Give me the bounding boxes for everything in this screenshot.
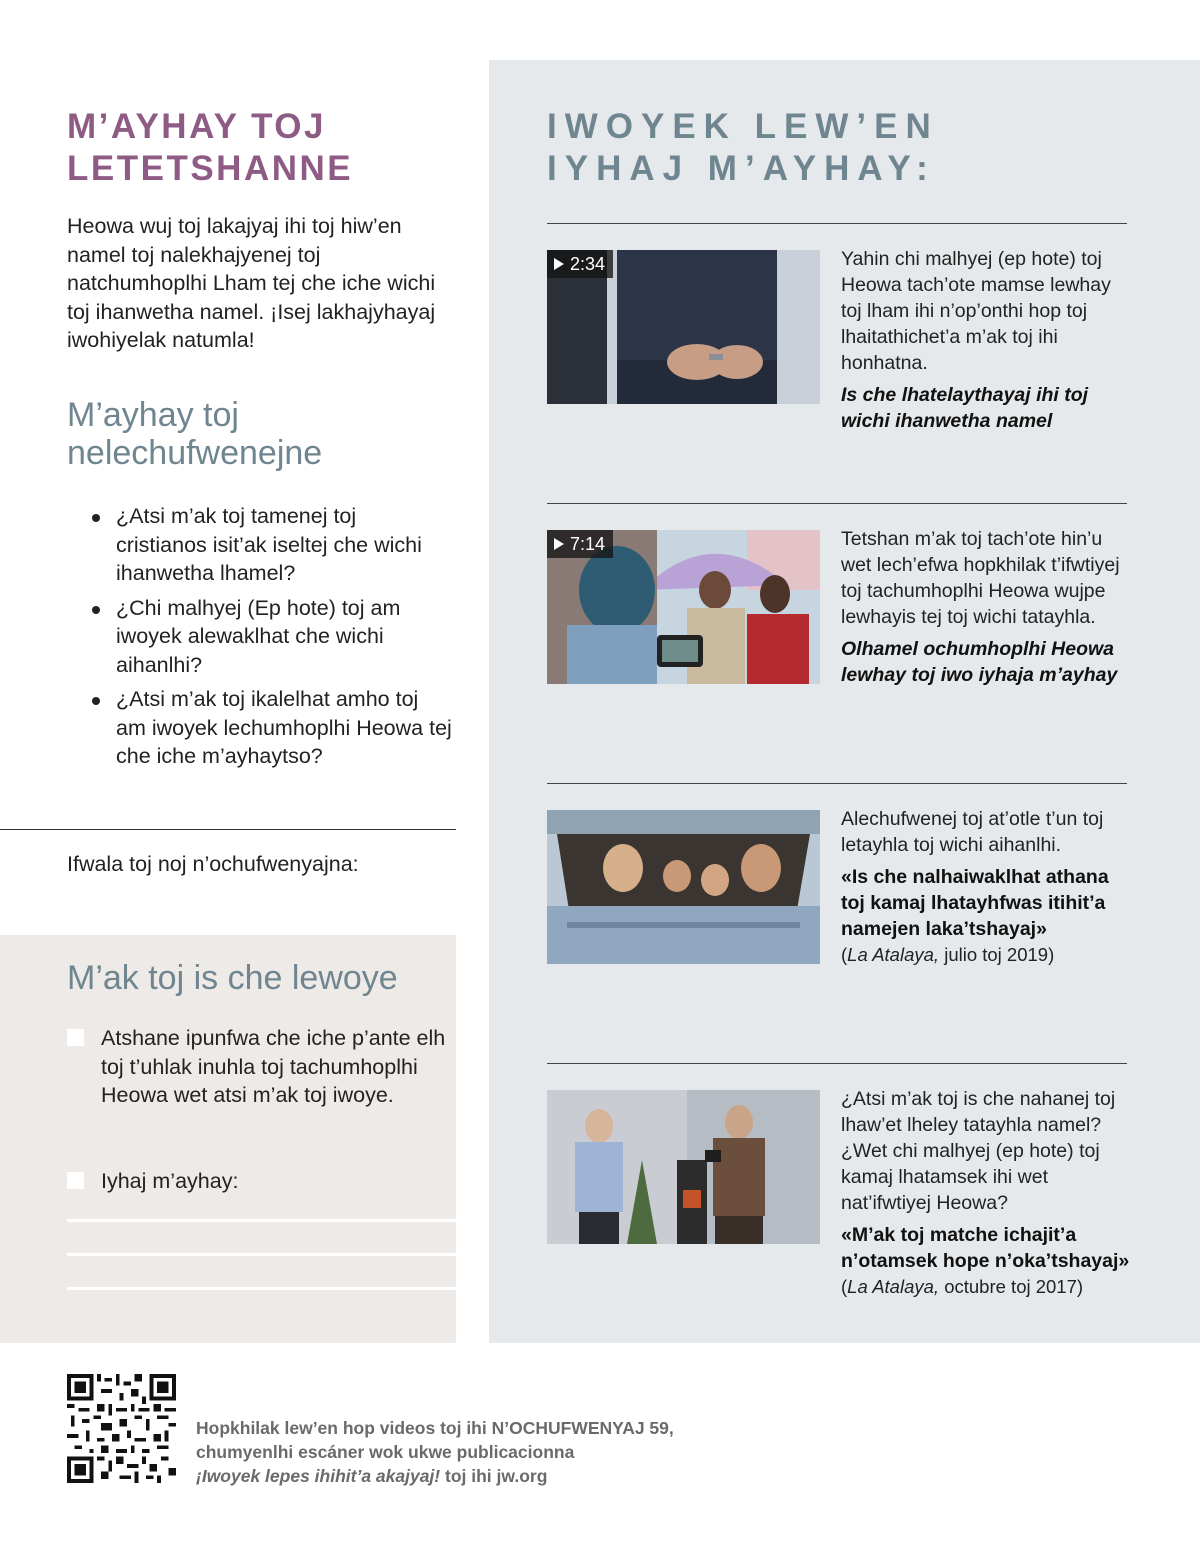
footer-publication-title: ¡Iwoyek lepes ihihit’a akajyaj! — [196, 1466, 441, 1486]
family-car-image — [547, 810, 820, 964]
explore-title — [547, 106, 939, 190]
duration-badge — [547, 250, 613, 278]
media-link[interactable] — [841, 1222, 1131, 1300]
bullet-icon — [92, 697, 100, 705]
footer-text — [196, 1416, 716, 1488]
media-text — [841, 1086, 1131, 1300]
review-question-text: ¿Chi malhyej (Ep hote) toj am iwoyek alewaklhat che wichi aihanlhi? — [116, 595, 401, 677]
bullet-icon — [92, 514, 100, 522]
summary-title-line2: LETETSHANNE — [67, 149, 354, 188]
review-title — [67, 396, 322, 472]
writing-line[interactable] — [67, 1253, 456, 1256]
review-question-text: ¿Atsi m’ak toj ikalelhat amho toj am iwoyek lechumhoplhi Heowa tej che iche m’ayhaytso? — [116, 687, 452, 768]
review-question — [92, 502, 452, 588]
summary-text: Heowa wuj toj lakajyaj ihi toj hiw’en namel toj nalekhajyenej toj natchumhoplhi Lham tej che iche wichi toj ihanwetha namel. ¡Isej lakhajyhayaj iwohiyelak natumla! — [67, 214, 436, 352]
row-divider — [547, 783, 1127, 784]
section-divider — [0, 829, 456, 830]
duration-badge — [547, 530, 613, 558]
review-question-list — [92, 502, 452, 777]
source-title: La Atalaya, — [847, 944, 940, 965]
review-question — [92, 685, 452, 771]
source-note: (La Atalaya, octubre toj 2017) — [841, 1276, 1084, 1297]
explore-title-line1: IWOYEK LEW’EN — [547, 107, 939, 146]
todo-checkbox[interactable] — [67, 1029, 84, 1046]
review-title-line2: nelechufwenejne — [67, 434, 323, 472]
duration-text: 2:34 — [570, 254, 606, 274]
media-text — [841, 246, 1131, 434]
footer-line3-rest: toj ihi jw.org — [440, 1466, 548, 1486]
article-thumbnail[interactable] — [547, 810, 820, 964]
summary-title — [67, 106, 353, 190]
todo-title: M’ak toj is che lewoye — [67, 959, 398, 997]
summary-title-line1: M’AYHAY TOJ — [67, 107, 326, 146]
play-icon — [554, 538, 564, 550]
row-divider — [547, 503, 1127, 504]
media-description: Alechufwenej toj at’otle t’un toj letayhla toj wichi aihanlhi. — [841, 808, 1104, 856]
media-link-text[interactable]: «Is che nalhaiwaklhat athana toj kamaj lhatayhfwas itihit’a namejen laka’tshayaj» — [841, 866, 1109, 940]
bullet-icon — [92, 606, 100, 614]
todo-item-text: Iyhaj m’ayhay: — [101, 1169, 239, 1193]
writing-line[interactable] — [67, 1287, 456, 1290]
explore-title-line2: IYHAJ M’AYHAY: — [547, 149, 936, 188]
review-title-line1: M’ayhay toj — [67, 396, 239, 434]
todo-item — [67, 1167, 447, 1196]
source-date: octubre toj 2017) — [944, 1276, 1084, 1297]
media-text — [841, 526, 1131, 688]
footer-line1: Hopkhilak lew’en hop videos toj ihi N’OCHUFWENYAJ 59, — [196, 1418, 674, 1438]
todo-item — [67, 1024, 447, 1110]
source-title: La Atalaya, — [847, 1276, 940, 1297]
source-date: julio toj 2019) — [944, 944, 1055, 965]
source-note: (La Atalaya, julio toj 2019) — [841, 944, 1055, 965]
todo-item-text: Atshane ipunfwa che iche p’ante elh toj t’uhlak inuhla toj tachumhoplhi Heowa wet atsi m’ak toj iwoye. — [101, 1026, 446, 1107]
media-description: Tetshan m’ak toj tach’ote hin’u wet lech’efwa hopkhilak t’ifwtiyej toj tachumhoplhi Heowa wujpe lewhayis tej toj wichi tatayhla. — [841, 528, 1120, 628]
review-question — [92, 594, 452, 680]
media-description: Yahin chi malhyej (ep hote) toj Heowa tach’ote mamse lewhay toj lham ihi n’op’onthi hop toj lhaitathichet’a m’ak toj ihi honhatna. — [841, 248, 1111, 374]
footer-line2: chumyenlhi escáner wok ukwe publicacionna — [196, 1442, 575, 1462]
goal-label: Ifwala toj noj n’ochufwenyajna: — [67, 852, 359, 876]
media-link[interactable] — [841, 864, 1131, 968]
article-thumbnail[interactable] — [547, 1090, 820, 1244]
media-link[interactable] — [841, 636, 1131, 688]
living-room-argument-image — [547, 1090, 820, 1244]
media-text — [841, 806, 1131, 968]
media-link-text[interactable]: «M’ak toj matche ichajit’a n’otamsek hope n’oka’tshayaj» — [841, 1224, 1130, 1272]
writing-line[interactable] — [67, 1219, 456, 1222]
duration-text: 7:14 — [570, 534, 606, 554]
row-divider — [547, 223, 1127, 224]
video-thumbnail[interactable] — [547, 530, 820, 684]
play-icon — [554, 258, 564, 270]
todo-checkbox[interactable] — [67, 1172, 84, 1189]
review-question-text: ¿Atsi m’ak toj tamenej toj cristianos isit’ak iseltej che wichi ihanwetha lhamel? — [116, 504, 422, 585]
media-link-text[interactable]: Is che lhatelaythayaj ihi toj wichi ihanwetha namel — [841, 384, 1089, 432]
media-link[interactable] — [841, 382, 1131, 434]
video-thumbnail[interactable] — [547, 250, 820, 404]
row-divider — [547, 1063, 1127, 1064]
media-link-text[interactable]: Olhamel ochumhoplhi Heowa lewhay toj iwo iyhaja m’ayhay — [841, 638, 1118, 686]
qr-code-icon[interactable] — [67, 1374, 176, 1483]
media-description: ¿Atsi m’ak toj is che nahanej toj lhaw’et lheley tatayhla namel? ¿Wet chi malhyej (ep hote) toj kamaj lhatamsek ihi wet nat’ifwtiyej Heowa? — [841, 1088, 1116, 1214]
